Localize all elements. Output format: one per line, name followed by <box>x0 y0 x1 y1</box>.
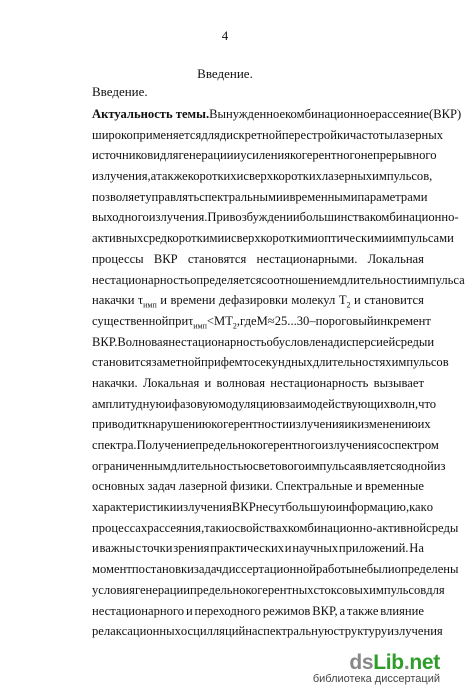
text-line: накачки. Локальная и волновая нестационарность вызывает <box>92 375 424 390</box>
text-line: момент постановки задач диссертационной работы не были определены <box>92 562 459 577</box>
logo-net: net <box>409 651 440 674</box>
text-line: накачки $\tau_{имп}$ и времени дефазировки молекул $T_2$ и становится <box>92 293 424 310</box>
text-line: основных задач лазерной физики. Спектральные и временные <box>92 479 424 494</box>
text-line: активных сред короткими и сверхкороткими оптическими импульсами <box>92 231 454 246</box>
text-line: амплитудную и фазовую модуляцию взаимодействующих волн, что <box>92 396 437 411</box>
body-text <box>92 104 465 642</box>
bold-lead: Актуальность темы. <box>92 107 210 121</box>
watermark-logo <box>313 651 440 675</box>
watermark <box>313 651 440 685</box>
text-line: процессы ВКР становятся нестационарными. Локальная <box>92 251 424 266</box>
text-line: и важны с точки зрения практических и научных приложений. На <box>92 541 424 556</box>
text-line: нестационарность определяется соотношением длительности импульса <box>92 272 465 287</box>
text-line: характеристики излучения ВКР несут большую информацию, как о <box>92 500 434 515</box>
text-line: источников и для генерации и усиления когерентного непрерывного <box>92 148 437 163</box>
text-line: широко применяется для дискретной перестройки частоты лазерных <box>92 127 443 142</box>
text-line-1-rest: Вынужденное комбинационное рассеяние (ВКР) <box>209 107 462 121</box>
text-line: существенной при $\tau_{имп}<M$ $T_2$, где M≈25...30 – пороговый инкремент <box>92 313 431 331</box>
text-line: релаксационных осцилляций на спектральную структуру излучения <box>92 624 443 639</box>
text-line: нестационарного и переходного режимов ВКР, а также влияние <box>92 603 424 618</box>
logo-ds: ds <box>349 651 374 674</box>
text-line: излучения, а также коротких и сверхкоротких лазерных импульсов, <box>92 169 433 184</box>
text-line: процессах рассеяния, так и о свойствах комбинационно-активной среды <box>92 520 459 535</box>
text-line: спектра. Получение предельно когерентного излучения со спектром <box>92 438 439 452</box>
logo-dot: . <box>403 651 410 674</box>
page-number: 4 <box>221 28 229 43</box>
section-heading: Введение. <box>197 66 253 81</box>
watermark-subtitle: библиотека диссертаций <box>312 673 440 685</box>
text-line: условия генерации предельно когерентных стоксовых импульсов для <box>92 582 445 597</box>
text-line: позволяет управлять спектральными и временными параметрами <box>92 189 428 204</box>
intro-label: Введение. <box>92 84 148 99</box>
logo-lib: Lib <box>373 651 404 674</box>
text-line: ограниченным длительностью светового импульса является одной из <box>92 458 446 473</box>
text-line: приводит к нарушению когерентности излучения и к изменению их <box>92 417 431 432</box>
text-line: ВКР. Волновая нестационарность обусловлена дисперсией среды и <box>92 334 435 349</box>
text-line: становится заметной при фемтосекундных длительностях импульсов <box>92 355 449 370</box>
text-line: выходного излучения. При возбуждении большинства комбинационно- <box>92 210 459 225</box>
text-line-first <box>92 104 462 125</box>
